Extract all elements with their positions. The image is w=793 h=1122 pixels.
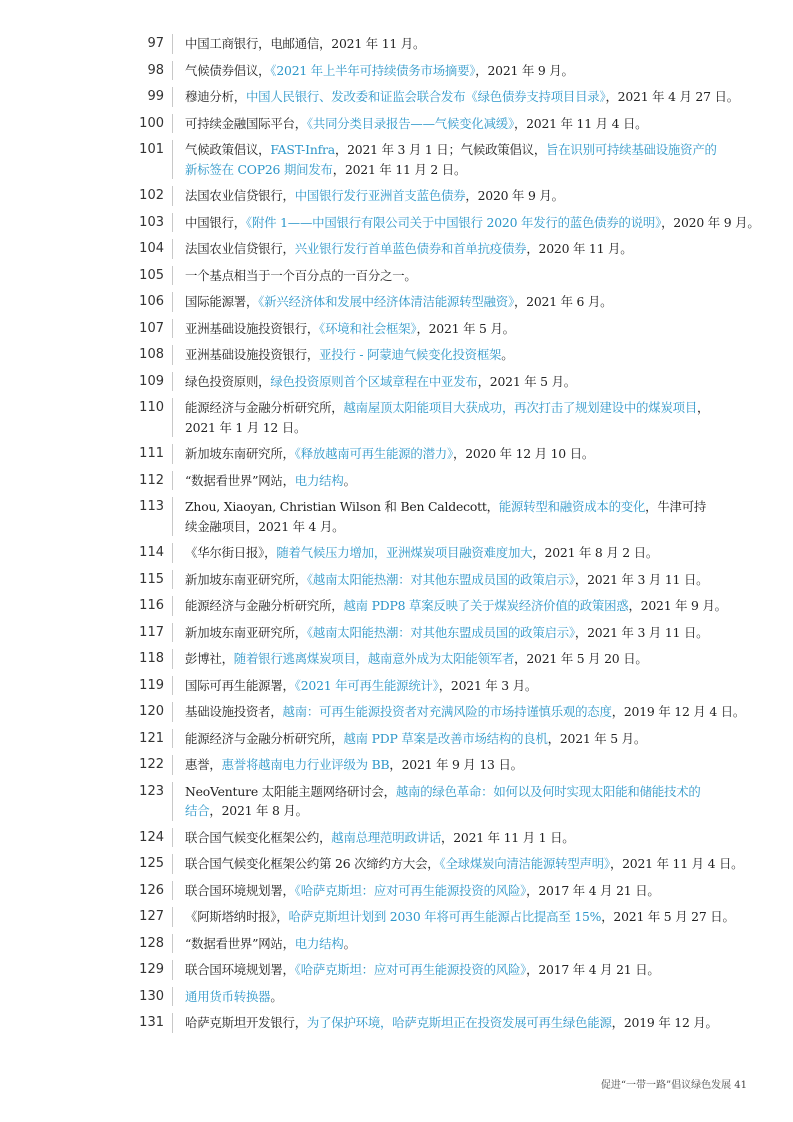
reference-list — [0, 34, 793, 1040]
reference-link[interactable]: 哈萨克斯坦计划到 2030 年将可再生能源占比提高至 15% — [288, 909, 602, 924]
reference-text — [172, 372, 760, 392]
reference-item — [0, 755, 793, 775]
reference-text — [172, 854, 760, 874]
reference-item — [0, 319, 793, 339]
reference-link[interactable]: 《越南太阳能热潮：对其他东盟成员国的政策启示》 — [306, 624, 575, 640]
reference-text — [172, 87, 760, 107]
reference-line — [185, 114, 760, 134]
reference-link[interactable]: 《附件 1——中国银行有限公司关于中国银行 2020 年发行的蓝色债券的说明》 — [245, 214, 662, 230]
reference-text — [172, 398, 760, 437]
reference-segment: 气候债券倡议， — [185, 62, 271, 78]
reference-link[interactable]: 兴业银行发行首单蓝色债券和首单抗疫债券 — [294, 241, 527, 256]
reference-segment: ，2021 年 9 月。 — [628, 598, 727, 613]
reference-text — [172, 934, 760, 954]
reference-number: 130 — [139, 988, 164, 1004]
reference-line — [185, 755, 760, 775]
reference-link[interactable]: 中国银行发行亚洲首支蓝色债券 — [294, 188, 466, 203]
reference-number: 124 — [139, 829, 164, 845]
reference-number: 111 — [139, 446, 164, 461]
reference-item — [0, 266, 793, 286]
reference-segment: 《华尔街日报》， — [185, 545, 277, 560]
reference-item — [0, 960, 793, 980]
reference-line — [185, 160, 760, 180]
reference-link[interactable]: 新标签在 COP26 期间发布 — [185, 161, 333, 177]
reference-number: 125 — [139, 856, 164, 871]
reference-segment: ，2021 年 5 月。 — [416, 320, 515, 336]
reference-line — [185, 854, 760, 874]
reference-segment: ，2019 年 12 月。 — [611, 1015, 718, 1030]
reference-segment: 可持续金融国际平台， — [185, 115, 307, 131]
reference-link[interactable]: 亚投行 - 阿蒙迪气候变化投资框架 — [319, 347, 502, 362]
reference-item — [0, 186, 793, 206]
reference-link[interactable]: 结合 — [185, 803, 210, 818]
reference-line — [185, 960, 760, 980]
reference-segment: 《阿斯塔纳时报》， — [185, 909, 289, 924]
reference-item — [0, 87, 793, 107]
reference-segment: ，2021 年 5 月 20 日。 — [514, 651, 648, 666]
reference-segment: 一个基点相当于一个百分点的一百分之一。 — [185, 267, 417, 283]
reference-text — [172, 114, 760, 134]
reference-segment: 联合国环境规划署， — [185, 962, 295, 977]
reference-segment: ，2020 年 11 月。 — [526, 241, 633, 256]
reference-line — [185, 34, 760, 54]
reference-line — [185, 471, 760, 491]
reference-item — [0, 444, 793, 464]
reference-item — [0, 34, 793, 54]
reference-segment: 亚洲基础设施投资银行， — [185, 347, 320, 362]
reference-segment: ，2021 年 11 月 2 日。 — [332, 161, 467, 177]
reference-line — [185, 266, 760, 286]
reference-number: 112 — [139, 472, 164, 488]
reference-link[interactable]: 为了保护环境，哈萨克斯坦正在投资发展可再生绿色能源 — [306, 1015, 612, 1030]
reference-item — [0, 61, 793, 81]
reference-segment: ，2020 年 9 月。 — [465, 188, 564, 203]
reference-number: 108 — [139, 347, 164, 362]
reference-item — [0, 934, 793, 954]
reference-item — [0, 497, 793, 536]
reference-link[interactable]: 旨在识别可持续基础设施资产的 — [546, 142, 717, 157]
reference-line — [185, 497, 760, 517]
reference-link[interactable]: 越南 PDP8 草案反映了关于煤炭经济价值的政策困惑 — [343, 598, 629, 613]
reference-text — [172, 828, 760, 848]
reference-segment: 能源经济与金融分析研究所， — [185, 730, 344, 746]
reference-line — [185, 292, 760, 312]
reference-text — [172, 960, 760, 980]
reference-number: 103 — [139, 214, 164, 230]
reference-line — [185, 186, 760, 206]
reference-segment: ，2021 年 8 月。 — [209, 803, 308, 818]
reference-number: 109 — [139, 373, 164, 389]
reference-link[interactable]: 《哈萨克斯坦：应对可再生能源投资的风险》 — [294, 962, 527, 977]
reference-number: 120 — [139, 704, 164, 719]
reference-text — [172, 782, 760, 821]
reference-number: 110 — [139, 400, 164, 415]
reference-number: 114 — [139, 545, 164, 560]
reference-text — [172, 543, 760, 563]
reference-link[interactable]: FAST-Infra — [270, 142, 335, 157]
reference-segment: 气候政策倡议， — [185, 142, 271, 157]
reference-number: 107 — [139, 320, 164, 336]
reference-text — [172, 987, 760, 1007]
reference-segment: ，2020 年 12 月 10 日。 — [453, 446, 595, 461]
reference-segment: ，2021 年 3 月 1 日；气候政策倡议， — [334, 142, 547, 157]
reference-line — [185, 801, 760, 821]
reference-segment: 惠誉， — [185, 757, 222, 772]
reference-number: 101 — [139, 142, 164, 157]
reference-segment: ，2021 年 8 月 2 日。 — [532, 545, 659, 560]
reference-item — [0, 828, 793, 848]
reference-text — [172, 444, 760, 464]
reference-item — [0, 345, 793, 365]
reference-text — [172, 266, 760, 286]
reference-segment: NeoVenture 太阳能主题网络研讨会， — [185, 783, 396, 799]
reference-line — [185, 398, 760, 418]
reference-text — [172, 213, 760, 233]
reference-segment: “数据看世界”网站， — [185, 935, 295, 951]
reference-text — [172, 881, 760, 901]
reference-line — [185, 702, 760, 722]
reference-item — [0, 596, 793, 616]
reference-item — [0, 543, 793, 563]
reference-segment: 新加坡东南研究所， — [185, 446, 295, 461]
reference-item — [0, 907, 793, 927]
reference-segment: ，2020 年 9 月。 — [661, 214, 760, 230]
reference-text — [172, 497, 760, 536]
reference-item — [0, 729, 793, 749]
reference-line — [185, 87, 760, 107]
reference-line — [185, 623, 760, 643]
reference-item — [0, 987, 793, 1007]
reference-text — [172, 345, 760, 365]
reference-link[interactable]: 《新兴经济体和发展中经济体清洁能源转型融资》 — [258, 294, 514, 309]
reference-line — [185, 649, 760, 669]
reference-text — [172, 755, 760, 775]
reference-segment: ，2021 年 6 月。 — [513, 294, 613, 309]
reference-segment: 联合国气候变化框架公约， — [185, 829, 332, 845]
reference-segment: 彭博社， — [185, 651, 234, 666]
reference-link[interactable]: 随着银行逃离煤炭项目，越南意外成为太阳能领军者 — [233, 651, 515, 666]
reference-text — [172, 907, 760, 927]
reference-segment: 穆迪分析， — [185, 89, 246, 104]
reference-text — [172, 702, 760, 722]
reference-text — [172, 34, 760, 54]
reference-text — [172, 1013, 760, 1033]
reference-number: 131 — [139, 1015, 164, 1030]
reference-link[interactable]: 《越南太阳能热潮：对其他东盟成员国的政策启示》 — [306, 571, 575, 587]
reference-text — [172, 140, 760, 179]
reference-line — [185, 828, 760, 848]
reference-segment: ，2021 年 3 月 11 日。 — [574, 624, 709, 640]
reference-link[interactable]: 《环境和社会框架》 — [319, 320, 417, 336]
reference-item — [0, 1013, 793, 1033]
reference-line — [185, 140, 760, 160]
reference-text — [172, 676, 760, 696]
reference-item — [0, 570, 793, 590]
reference-line — [185, 239, 760, 259]
reference-line — [185, 1013, 760, 1033]
reference-segment: 法国农业信贷银行， — [185, 188, 295, 203]
reference-line — [185, 372, 760, 392]
reference-line — [185, 61, 760, 81]
reference-segment: ，2021 年 5 月 27 日。 — [601, 909, 735, 924]
reference-line — [185, 934, 760, 954]
reference-segment: ，2021 年 11 月 1 日。 — [441, 829, 575, 845]
reference-number: 128 — [139, 935, 164, 951]
reference-link[interactable]: 越南：可再生能源投资者对充满风险的市场持谨慎乐观的态度 — [282, 704, 612, 719]
reference-link[interactable]: 越南屋顶太阳能项目大获成功，再次打击了规划建设中的煤炭项目 — [343, 400, 698, 415]
reference-link[interactable]: 《2021 年可再生能源统计》 — [294, 677, 439, 693]
reference-item — [0, 782, 793, 821]
reference-segment: 法国农业信贷银行， — [185, 241, 295, 256]
reference-link[interactable]: 随着气候压力增加，亚洲煤炭项目融资难度加大 — [276, 545, 533, 560]
reference-link[interactable]: 越南的绿色革命：如何以及何时实现太阳能和储能技术的 — [395, 783, 701, 799]
reference-link[interactable]: 通用货币转换器 — [185, 988, 271, 1004]
reference-segment: ，2021 年 3 月。 — [438, 677, 538, 693]
reference-text — [172, 319, 760, 339]
reference-number: 118 — [139, 651, 164, 666]
reference-segment: ， — [697, 400, 710, 415]
page-footer — [601, 1076, 747, 1091]
reference-link[interactable]: 《释放越南可再生能源的潜力》 — [294, 446, 453, 461]
reference-link[interactable]: 中国人民银行、发改委和证监会联合发布《绿色债券支持项目目录》 — [245, 89, 606, 104]
reference-text — [172, 596, 760, 616]
reference-segment: ，2021 年 5 月。 — [477, 373, 576, 389]
reference-line — [185, 676, 760, 696]
reference-segment: Zhou, Xiaoyan, Christian Wilson 和 Ben Caldecott， — [185, 499, 499, 514]
reference-item — [0, 702, 793, 722]
reference-segment: 能源经济与金融分析研究所， — [185, 400, 344, 415]
reference-segment: ，2021 年 3 月 11 日。 — [574, 571, 709, 587]
reference-number: 106 — [139, 294, 164, 309]
reference-segment: ，2021 年 5 月。 — [547, 730, 647, 746]
reference-number: 115 — [139, 571, 164, 587]
reference-item — [0, 213, 793, 233]
reference-item — [0, 114, 793, 134]
reference-number: 121 — [139, 730, 164, 746]
reference-number: 129 — [139, 962, 164, 977]
reference-text — [172, 729, 760, 749]
reference-segment: ，牛津可持 — [645, 499, 707, 514]
reference-item — [0, 292, 793, 312]
reference-item — [0, 398, 793, 437]
reference-segment: ，2021 年 11 月 4 日。 — [609, 856, 744, 871]
reference-link[interactable]: 《全球煤炭向清洁能源转型声明》 — [439, 856, 610, 871]
reference-text — [172, 292, 760, 312]
reference-number: 105 — [139, 267, 164, 283]
reference-segment: 2021 年 1 月 12 日。 — [185, 419, 307, 435]
reference-line — [185, 987, 760, 1007]
reference-number: 100 — [139, 115, 164, 131]
reference-text — [172, 570, 760, 590]
reference-item — [0, 471, 793, 491]
reference-segment: ，2017 年 4 月 21 日。 — [526, 962, 660, 977]
reference-segment: ，2021 年 9 月。 — [475, 62, 574, 78]
reference-segment: 续金融项目，2021 年 4 月。 — [185, 518, 345, 534]
reference-link[interactable]: 惠誉将越南电力行业评级为 BB — [221, 757, 390, 772]
reference-segment: ，2021 年 4 月 27 日。 — [605, 89, 739, 104]
reference-text — [172, 623, 760, 643]
reference-segment: 。 — [343, 472, 356, 488]
reference-link[interactable]: 越南 PDP 草案是改善市场结构的良机 — [343, 730, 548, 746]
reference-segment: ，2021 年 9 月 13 日。 — [389, 757, 523, 772]
reference-line — [185, 907, 760, 927]
reference-number: 127 — [139, 909, 164, 924]
reference-item — [0, 676, 793, 696]
reference-item — [0, 623, 793, 643]
reference-segment: 哈萨克斯坦开发银行， — [185, 1015, 307, 1030]
reference-segment: ，2021 年 11 月 4 日。 — [513, 115, 648, 131]
reference-line — [185, 319, 760, 339]
page-number: 41 — [734, 1080, 747, 1091]
reference-line — [185, 729, 760, 749]
reference-line — [185, 213, 760, 233]
reference-segment: 。 — [501, 347, 514, 362]
reference-line — [185, 345, 760, 365]
reference-number: 126 — [139, 882, 164, 898]
reference-number: 116 — [139, 598, 164, 613]
reference-item — [0, 239, 793, 259]
reference-line — [185, 782, 760, 802]
reference-line — [185, 517, 760, 537]
reference-segment: 新加坡东南亚研究所， — [185, 571, 307, 587]
reference-text — [172, 649, 760, 669]
reference-link[interactable]: 越南总理范明政讲话 — [331, 829, 442, 845]
reference-segment: 绿色投资原则， — [185, 373, 271, 389]
reference-segment: 中国工商银行，电邮通信，2021 年 11 月。 — [185, 36, 426, 51]
reference-line — [185, 444, 760, 464]
reference-segment: 能源经济与金融分析研究所， — [185, 598, 344, 613]
reference-segment: 。 — [343, 935, 356, 951]
reference-segment: 中国银行， — [185, 214, 246, 230]
reference-number: 122 — [139, 757, 164, 772]
reference-text — [172, 239, 760, 259]
reference-segment: 联合国气候变化框架公约第 26 次缔约方大会， — [185, 856, 440, 871]
reference-segment: 。 — [270, 988, 283, 1004]
reference-text — [172, 471, 760, 491]
reference-line — [185, 418, 760, 438]
reference-link[interactable]: 电力结构 — [294, 935, 344, 951]
reference-link[interactable]: 电力结构 — [294, 472, 344, 488]
reference-text — [172, 61, 760, 81]
reference-link[interactable]: 《2021 年上半年可持续债务市场摘要》 — [270, 62, 476, 78]
reference-line — [185, 570, 760, 590]
reference-number: 102 — [139, 188, 164, 203]
reference-item — [0, 140, 793, 179]
reference-link[interactable]: 《共同分类目录报告——气候变化减缓》 — [306, 115, 514, 131]
reference-segment: 国际可再生能源署， — [185, 677, 295, 693]
reference-line — [185, 596, 760, 616]
reference-segment: ，2017 年 4 月 21 日。 — [526, 882, 660, 898]
reference-link[interactable]: 绿色投资原则首个区域章程在中亚发布 — [270, 373, 478, 389]
reference-number: 113 — [139, 499, 164, 514]
reference-segment: 国际能源署， — [185, 294, 259, 309]
reference-item — [0, 649, 793, 669]
reference-number: 97 — [147, 36, 164, 51]
reference-text — [172, 186, 760, 206]
reference-line — [185, 543, 760, 563]
reference-line — [185, 881, 760, 901]
reference-item — [0, 372, 793, 392]
reference-segment: “数据看世界”网站， — [185, 472, 295, 488]
reference-number: 104 — [139, 241, 164, 256]
reference-segment: ，2019 年 12 月 4 日。 — [611, 704, 746, 719]
reference-number: 117 — [139, 624, 164, 640]
footer-title: 促进“一带一路”倡议绿色发展 — [600, 1080, 732, 1091]
reference-link[interactable]: 《哈萨克斯坦：应对可再生能源投资的风险》 — [294, 882, 527, 898]
reference-item — [0, 881, 793, 901]
reference-segment: 联合国环境规划署， — [185, 882, 295, 898]
reference-segment: 亚洲基础设施投资银行， — [185, 320, 320, 336]
reference-number: 123 — [139, 783, 164, 799]
reference-segment: 基础设施投资者， — [185, 704, 283, 719]
reference-item — [0, 854, 793, 874]
reference-link[interactable]: 能源转型和融资成本的变化 — [498, 499, 646, 514]
reference-number: 119 — [139, 677, 164, 693]
reference-number: 98 — [147, 62, 164, 78]
reference-segment: 新加坡东南亚研究所， — [185, 624, 307, 640]
reference-number: 99 — [147, 89, 164, 104]
